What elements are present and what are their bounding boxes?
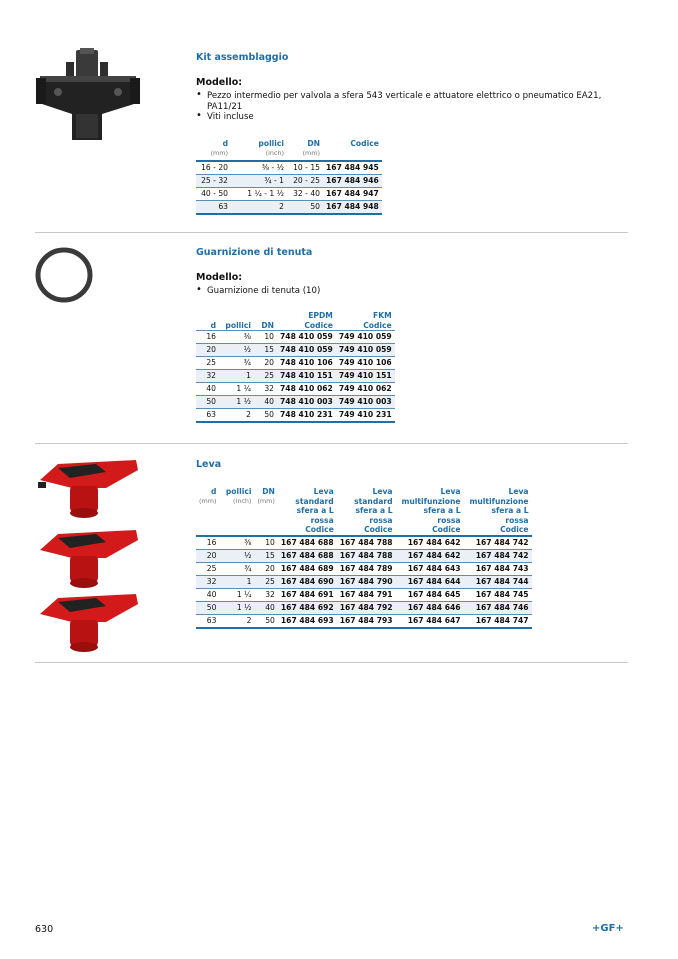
gf-logo: +GF+	[592, 923, 624, 934]
col-header-leva-4: Leva multifunzione sfera a L rossa Codice	[469, 487, 529, 534]
table-row: 16 ⅜ 10 167 484 688 167 484 788 167 484 642 167 484 742	[196, 536, 532, 550]
table-row: 32 1 25 167 484 690 167 484 790 167 484 644 167 484 744	[196, 575, 532, 588]
red-lever-image	[36, 458, 140, 520]
kit-title: Kit assemblaggio	[196, 52, 289, 63]
col-header-pollici: pollici	[258, 139, 284, 148]
table-row: 25 ¾ 20 167 484 689 167 484 789 167 484 643 167 484 743	[196, 562, 532, 575]
table-row: 16 ⅜ 10 748 410 059 749 410 059	[196, 331, 395, 344]
col-header-dn: DN	[262, 487, 275, 496]
table-row: 20 ½ 15 167 484 688 167 484 788 167 484 642 167 484 742	[196, 549, 532, 562]
kit-model-label: Modello:	[196, 77, 243, 88]
section-divider	[35, 232, 628, 233]
col-header-fkm: FKM Codice	[363, 311, 392, 330]
seal-ring-image	[34, 246, 94, 304]
col-header-pollici: pollici	[225, 320, 251, 330]
col-header-d: d	[210, 320, 216, 330]
unit-dn: (mm)	[302, 148, 320, 157]
col-header-pollici: pollici	[225, 487, 252, 496]
unit-dn: (mm)	[257, 496, 275, 505]
assembly-kit-image	[36, 48, 140, 144]
seal-model-label: Modello:	[196, 272, 243, 283]
seal-bullet: • Guarnizione di tenuta (10)	[196, 286, 496, 297]
table-row: 25 ¾ 20 748 410 106 749 410 106	[196, 357, 395, 370]
col-header-leva-3: Leva multifunzione sfera a L rossa Codice	[401, 487, 461, 534]
unit-pollici: (inch)	[265, 148, 284, 157]
seal-table	[196, 311, 395, 423]
seal-bullets	[196, 286, 496, 297]
col-header-d: d	[222, 139, 228, 148]
unit-d: (mm)	[199, 496, 217, 505]
col-header-d: d	[211, 487, 217, 496]
table-row: 63 2 50 167 484 948	[196, 200, 382, 214]
col-header-epdm: EPDM Codice	[304, 311, 333, 330]
lever-table	[196, 487, 532, 629]
table-row: 63 2 50 748 410 231 749 410 231	[196, 409, 395, 423]
unit-d: (mm)	[210, 148, 228, 157]
table-row: 40 1 ¼ 32 167 484 691 167 484 791 167 484 645 167 484 745	[196, 588, 532, 601]
table-row: 16 - 20 ⅜ - ½ 10 - 15 167 484 945	[196, 161, 382, 175]
red-lever-image	[36, 592, 140, 654]
seal-title: Guarnizione di tenuta	[196, 247, 313, 258]
table-row: 50 1 ½ 40 167 484 692 167 484 792 167 484 646 167 484 746	[196, 601, 532, 614]
table-row: 25 - 32 ¾ - 1 20 - 25 167 484 946	[196, 174, 382, 187]
kit-bullets	[196, 91, 616, 123]
table-row: 32 1 25 748 410 151 749 410 151	[196, 370, 395, 383]
kit-table	[196, 139, 382, 215]
section-divider	[35, 443, 628, 444]
table-row: 50 1 ½ 40 748 410 003 749 410 003	[196, 396, 395, 409]
unit-pollici: (inch)	[233, 496, 252, 505]
table-row: 20 ½ 15 748 410 059 749 410 059	[196, 344, 395, 357]
table-row: 40 1 ¼ 32 748 410 062 749 410 062	[196, 383, 395, 396]
col-header-leva-1: Leva standard sfera a L rossa Codice	[295, 487, 334, 534]
table-row: 63 2 50 167 484 693 167 484 793 167 484 647 167 484 747	[196, 614, 532, 628]
col-header-leva-2: Leva standard sfera a L rossa Codice	[354, 487, 393, 534]
lever-title: Leva	[196, 459, 222, 470]
red-lever-image	[36, 528, 140, 590]
kit-bullet: • Viti incluse	[196, 112, 616, 123]
table-row: 40 - 50 1 ¼ - 1 ½ 32 - 40 167 484 947	[196, 187, 382, 200]
section-divider	[35, 662, 628, 663]
col-header-dn: DN	[307, 139, 320, 148]
kit-bullet: • Pezzo intermedio per valvola a sfera 543 verticale e attuatore elettrico o pneumatico EA21, PA11/21	[196, 91, 616, 112]
page-number: 630	[35, 924, 54, 935]
col-header-dn: DN	[261, 320, 274, 330]
col-header-codice: Codice	[350, 139, 379, 148]
